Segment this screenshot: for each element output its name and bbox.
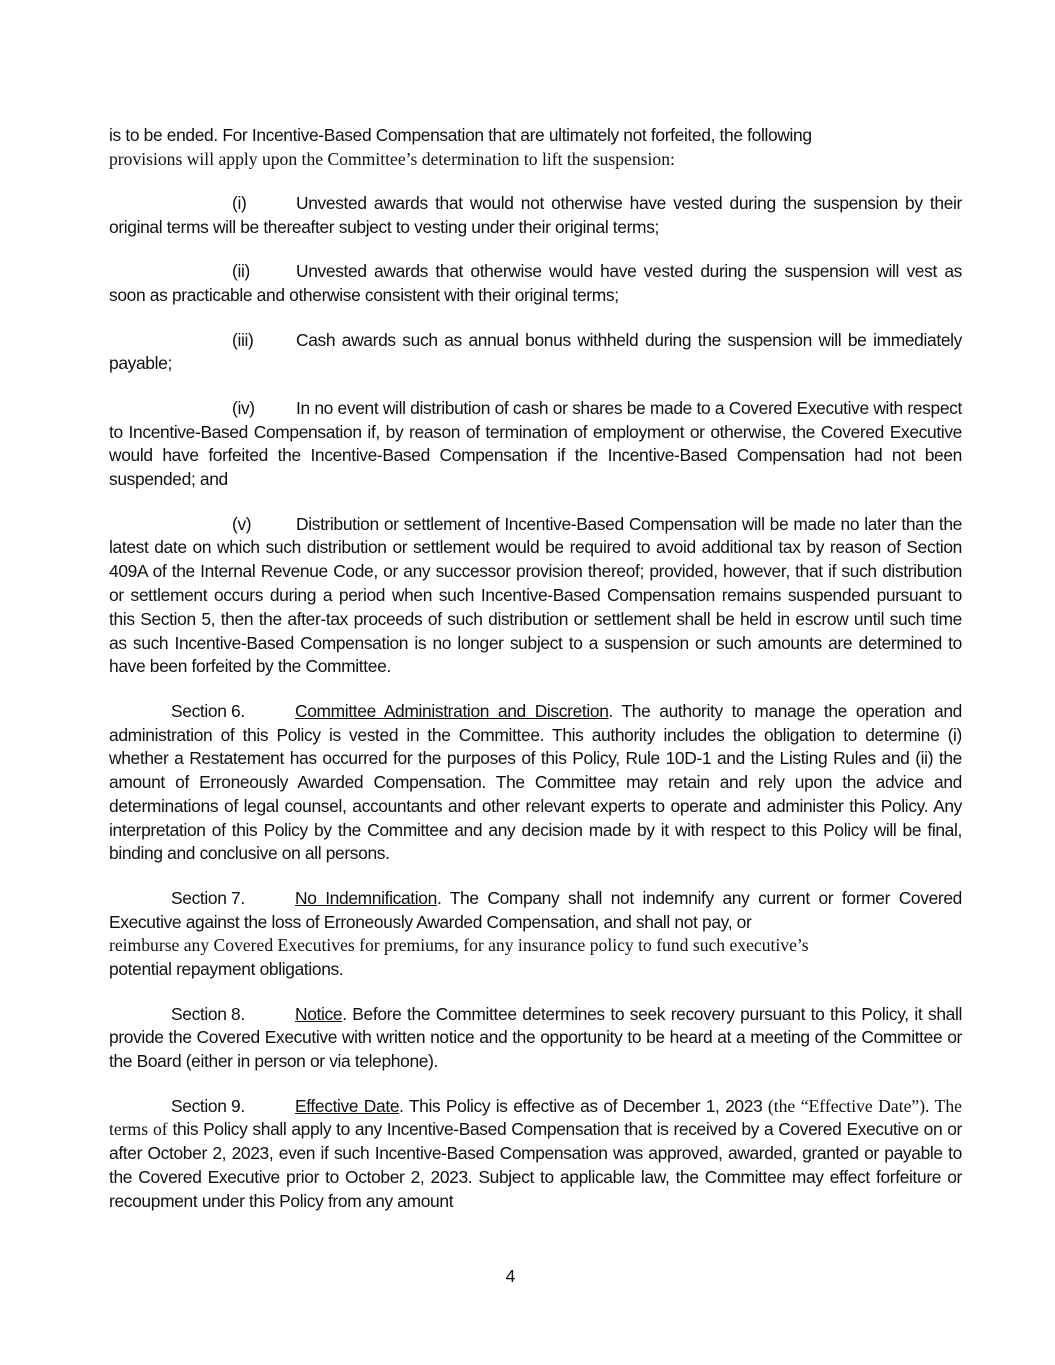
- section-6-heading: Committee Administration and Discretion: [295, 700, 609, 721]
- provision-iii: [109, 329, 962, 377]
- section-6-label: Section 6.: [171, 700, 245, 721]
- provision-i-label: (i): [232, 193, 247, 214]
- section-7-label: Section 7.: [171, 887, 245, 908]
- section-7: [109, 887, 962, 982]
- provision-iii-label: (iii): [232, 329, 254, 350]
- section-8-text: . Before the Committee determines to seek recovery pursuant to this Policy, it shall provide the Covered Executive with written notice and the opportunity to be heard at a meeting of the Committee or the Board (either in person or via telephone).: [109, 1003, 962, 1072]
- document-page: [109, 124, 962, 1214]
- section-8-heading: Notice: [295, 1003, 343, 1024]
- provision-i-text: Unvested awards that would not otherwise have vested during the suspension by their original terms will be thereafter subject to vesting under their original terms;: [109, 193, 962, 237]
- intro-text-part2: provisions will apply upon the Committee’s determination to lift the suspension:: [109, 148, 675, 169]
- page-number: 4: [505, 1266, 516, 1286]
- section-7-heading: No Indemnification: [295, 887, 437, 908]
- provision-iv-label: (iv): [232, 397, 255, 418]
- provision-iii-text: Cash awards such as annual bonus withheld during the suspension will be immediately payable;: [109, 329, 962, 374]
- section-9: [109, 1095, 962, 1214]
- section-6: [109, 700, 962, 867]
- provision-v-text: Distribution or settlement of Incentive-Based Compensation will be made no later than the latest date on which such distribution or settlement would be required to avoid additional tax by reason of Section 409A of the Internal Revenue Code, or any successor provision thereof; provided, however, that if such distribution or settlement occurs during a period when such Incentive-Based Compensation remains suspended pursuant to this Section 5, then the after-tax proceeds of such distribution or settlement shall be held in escrow until such time as such Incentive-Based Compensation is no longer subject to a suspension or such amounts are determined to have been forfeited by the Committee.: [109, 513, 962, 677]
- section-8: [109, 1003, 962, 1074]
- section-9-text-b: (the “Effective Date”). The terms of: [109, 1095, 962, 1140]
- section-6-text: . The authority to manage the operation and administration of this Policy is vested in the Committee. This authority includes the obligation to determine (i) whether a Restatement has occurred for the purposes of this Policy, Rule 10D-1 and the Listing Rules and (ii) the amount of Erroneously Awarded Compensation. The Committee may retain and rely upon the advice and determinations of legal counsel, accountants and other relevant experts to operate and administer this Policy. Any interpretation of this Policy by the Committee and any decision made by it with respect to this Policy will be final, binding and conclusive on all persons.: [109, 700, 962, 864]
- section-9-text-a: . This Policy is effective as of December 1, 2023: [399, 1095, 763, 1116]
- section-8-label: Section 8.: [171, 1003, 245, 1024]
- provision-iv: [109, 397, 962, 492]
- provision-v-label: (v): [232, 513, 252, 534]
- intro-paragraph: [109, 124, 962, 172]
- section-7-text-a: . The Company shall not indemnify any current or former Covered Executive against the loss of Erroneously Awarded Compensation, and shall not pay, or: [109, 887, 963, 932]
- provision-i: [109, 192, 962, 240]
- section-9-text-c: this Policy shall apply to any Incentive-Based Compensation that is received by a Covered Executive on or after October 2, 2023, even if such Incentive-Based Compensation was approved, awarded, granted or payable to the Covered Executive prior to October 2, 2023. Subject to applicable law, the Committee may effect forfeiture or recoupment under this Policy from any amount: [109, 1119, 962, 1211]
- provision-ii-label: (ii): [232, 261, 250, 282]
- section-7-text-b: reimburse any Covered Executives for premiums, for any insurance policy to fund such executive’s: [109, 935, 809, 956]
- section-7-text-c: potential repayment obligations.: [109, 959, 344, 980]
- provision-ii-text: Unvested awards that otherwise would have vested during the suspension will vest as soon as practicable and otherwise consistent with their original terms;: [109, 261, 962, 306]
- intro-text-part1: is to be ended. For Incentive-Based Compensation that are ultimately not forfeited, the following: [109, 125, 812, 145]
- section-9-label: Section 9.: [171, 1095, 245, 1116]
- provision-ii: [109, 260, 962, 308]
- provision-v: [109, 513, 962, 680]
- section-9-heading: Effective Date: [295, 1095, 400, 1116]
- provision-iv-text: In no event will distribution of cash or shares be made to a Covered Executive with respect to Incentive-Based Compensation if, by reason of termination of employment or otherwise, the Covered Executive would have forfeited the Incentive-Based Compensation if the Incentive-Based Compensation had not been suspended; and: [109, 397, 962, 490]
